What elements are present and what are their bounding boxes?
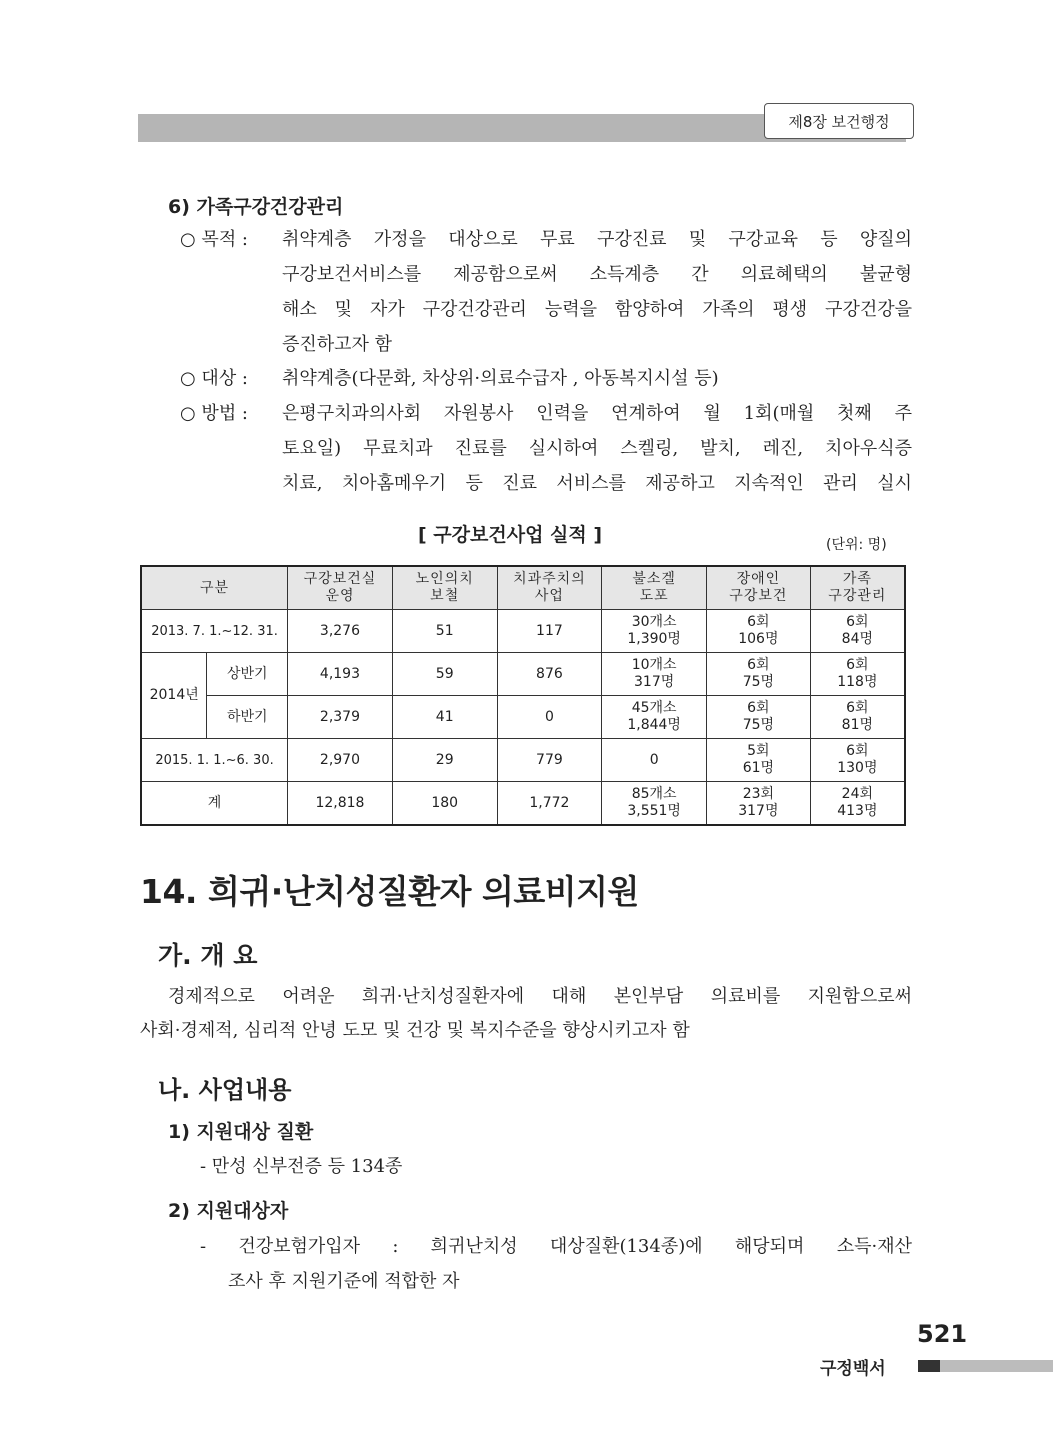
cell: 180 <box>392 782 497 826</box>
section-14-title: 14. 희귀·난치성질환자 의료비지원 <box>140 872 639 911</box>
cell: 1,772 <box>497 782 602 826</box>
row-label: 상반기 <box>207 653 288 696</box>
header-dentist: 치과주치의 사업 <box>497 566 602 610</box>
table-row <box>141 696 905 739</box>
header-category: 구분 <box>141 566 288 610</box>
purpose-line-3: 해소 및 자가 구강건강관리 능력을 함양하여 가족의 평생 구강건강을 <box>282 299 912 320</box>
cell: 2,379 <box>288 696 393 739</box>
target-line-1: 취약계층(다문화, 차상위·의료수급자 , 아동복지시설 등) <box>282 368 719 389</box>
table-row <box>141 653 905 696</box>
overview-line-1: 경제적으로 어려운 희귀·난치성질환자에 대해 본인부담 의료비를 지원함으로써 <box>168 986 912 1007</box>
book-title: 구정백서 <box>820 1359 886 1379</box>
method-line-2: 토요일) 무료치과 진료를 실시하여 스켈링, 발치, 레진, 치아우식증 <box>282 438 912 459</box>
header-fluoride: 불소겔 도포 <box>602 566 707 610</box>
cell: 117 <box>497 610 602 653</box>
oral-health-table <box>140 565 906 826</box>
chapter-tab: 제8장 보건행정 <box>764 103 914 139</box>
cell: 0 <box>497 696 602 739</box>
cell: 6회 75명 <box>707 696 811 739</box>
page-number: 521 <box>917 1320 968 1348</box>
purpose-line-2: 구강보건서비스를 제공함으로써 소득계층 간 의료혜택의 불균형 <box>282 264 912 285</box>
cell: 6회 75명 <box>707 653 811 696</box>
cell: 6회 84명 <box>810 610 905 653</box>
cell: 4,193 <box>288 653 393 696</box>
footer-bar <box>940 1360 1053 1372</box>
cell: 5회 61명 <box>707 739 811 782</box>
row-label: 계 <box>141 782 288 826</box>
cell: 29 <box>392 739 497 782</box>
footer-accent <box>918 1360 940 1372</box>
table-title: [ 구강보건사업 실적 ] <box>418 524 603 546</box>
cell: 6회 118명 <box>810 653 905 696</box>
row-group-label: 2014년 <box>141 653 207 739</box>
method-line-3: 치료, 치아홈메우기 등 진료 서비스를 제공하고 지속적인 관리 실시 <box>282 473 912 494</box>
item-2-line-1: - 건강보험가입자 : 희귀난치성 대상질환(134종)에 해당되며 소득·재산 <box>200 1236 912 1257</box>
cell: 12,818 <box>288 782 393 826</box>
table-row <box>141 739 905 782</box>
overview-line-2: 사회·경제적, 심리적 안녕 도모 및 건강 및 복지수준을 향상시키고자 함 <box>140 1020 690 1041</box>
cell: 779 <box>497 739 602 782</box>
header-disabled: 장애인 구강보건 <box>707 566 811 610</box>
cell: 85개소 3,551명 <box>602 782 707 826</box>
purpose-line-1: 취약계층 가정을 대상으로 무료 구강진료 및 구강교육 등 양질의 <box>282 229 912 250</box>
cell: 23회 317명 <box>707 782 811 826</box>
overview-heading: 가. 개 요 <box>158 941 258 970</box>
cell: 30개소 1,390명 <box>602 610 707 653</box>
method-line-1: 은평구치과의사회 자원봉사 인력을 연계하여 월 1회(매월 첫째 주 <box>282 403 912 424</box>
header-family: 가족 구강관리 <box>810 566 905 610</box>
cell: 51 <box>392 610 497 653</box>
cell: 59 <box>392 653 497 696</box>
item-1-text: - 만성 신부전증 등 134종 <box>200 1156 403 1177</box>
row-label: 2015. 1. 1.~6. 30. <box>141 739 288 782</box>
cell: 45개소 1,844명 <box>602 696 707 739</box>
item-2-line-2: 조사 후 지원기준에 적합한 자 <box>228 1271 460 1292</box>
content-heading: 나. 사업내용 <box>158 1076 292 1104</box>
target-label: ○ 대상 : <box>180 368 248 389</box>
table-header-row <box>141 566 905 610</box>
purpose-line-4: 증진하고자 함 <box>282 334 393 355</box>
purpose-label: ○ 목적 : <box>180 229 248 250</box>
header-clinic: 구강보건실 운영 <box>288 566 393 610</box>
method-label: ○ 방법 : <box>180 403 248 424</box>
item-2-heading: 2) 지원대상자 <box>168 1200 289 1222</box>
table-unit: (단위: 명) <box>826 537 887 553</box>
cell: 6회 130명 <box>810 739 905 782</box>
cell: 0 <box>602 739 707 782</box>
header-denture: 노인의치 보철 <box>392 566 497 610</box>
cell: 24회 413명 <box>810 782 905 826</box>
section-6-heading: 6) 가족구강건강관리 <box>168 196 344 218</box>
row-label: 하반기 <box>207 696 288 739</box>
cell: 6회 81명 <box>810 696 905 739</box>
table-row-total <box>141 782 905 826</box>
cell: 3,276 <box>288 610 393 653</box>
row-label: 2013. 7. 1.~12. 31. <box>141 610 288 653</box>
cell: 2,970 <box>288 739 393 782</box>
cell: 41 <box>392 696 497 739</box>
cell: 6회 106명 <box>707 610 811 653</box>
item-1-heading: 1) 지원대상 질환 <box>168 1121 314 1143</box>
table-row <box>141 610 905 653</box>
cell: 876 <box>497 653 602 696</box>
cell: 10개소 317명 <box>602 653 707 696</box>
